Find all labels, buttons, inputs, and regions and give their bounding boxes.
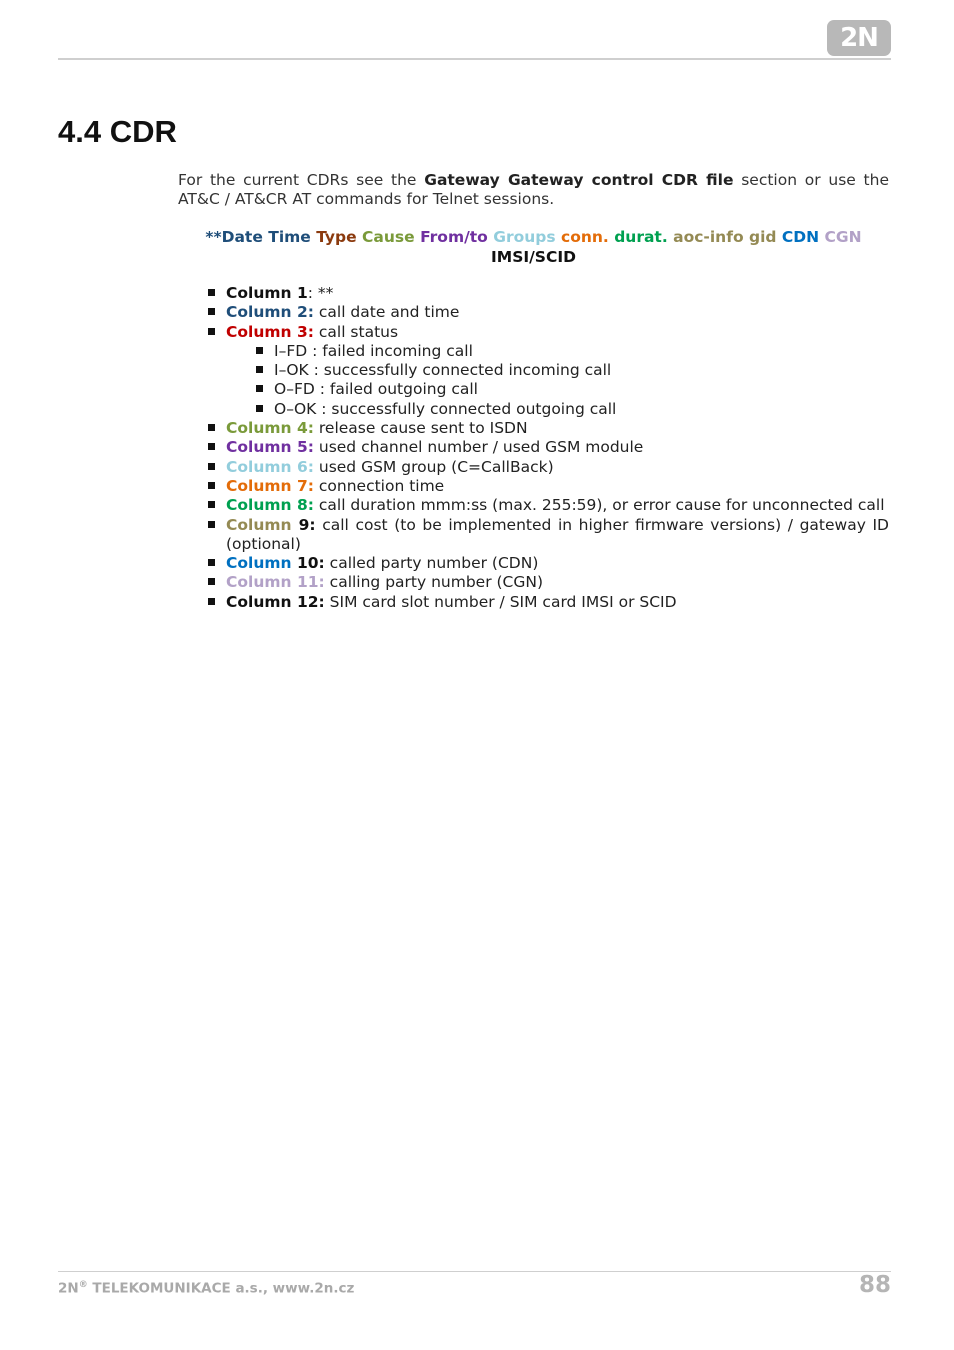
cdr-format-line [178, 227, 889, 267]
format-field: From/to [420, 228, 494, 246]
column-description: release cause sent to ISDN [318, 419, 528, 438]
intro-text-2: section or use the AT&C / AT&CR AT commands for Telnet sessions. [178, 171, 889, 208]
format-field: Type [316, 228, 363, 246]
column-description: call duration mmm:ss (max. 255:59), or error cause for unconnected call [318, 496, 885, 515]
column-item [226, 554, 889, 573]
footer-registered-mark: ® [78, 1280, 88, 1290]
intro-menu-path: Gateway Gateway control CDR file [424, 171, 734, 189]
column-item [226, 438, 889, 457]
column-item [226, 477, 889, 496]
status-item: I–OK : successfully connected incoming call [274, 361, 889, 380]
column-description: SIM card slot number / SIM card IMSI or SCID [329, 592, 677, 611]
column-label: Column 4: [226, 419, 314, 438]
column-label: Column 7: [226, 476, 314, 495]
footer-brand: 2N [58, 1280, 79, 1297]
status-item: O–FD : failed outgoing call [274, 380, 889, 399]
column-description: call cost (to be implemented in higher firmware versions) / gateway ID (optional) [226, 515, 889, 553]
column-label: Column 11: [226, 573, 325, 592]
format-field: Cause [362, 228, 421, 246]
column-label: Column 1 [226, 284, 308, 302]
column-label: Column 6: [226, 457, 314, 476]
intro-paragraph [178, 171, 889, 209]
column-item [226, 284, 889, 303]
format-field: IMSI/SCID [491, 248, 576, 266]
status-sublist [226, 342, 889, 419]
column-number: 9: [291, 515, 316, 534]
column-label: Column 12: [226, 592, 325, 611]
column-label: Column 5: [226, 438, 314, 457]
column-description: used GSM group (C=CallBack) [318, 457, 554, 476]
column-label: Column [226, 515, 292, 534]
column-label: Column 2: [226, 303, 314, 322]
page-number: 88 [858, 1272, 891, 1298]
format-field: Groups [493, 228, 561, 246]
column-item [226, 458, 889, 477]
column-list [226, 284, 889, 612]
column-item [226, 516, 889, 555]
footer-divider [58, 1271, 891, 1272]
intro-text-1: For the current CDRs see the [178, 171, 425, 189]
2n-logo: 2N [827, 20, 891, 56]
column-description: ** [317, 284, 334, 302]
format-field: durat. [614, 228, 674, 246]
column-description: connection time [318, 476, 445, 495]
column-label: Column 8: [226, 496, 314, 515]
column-description: called party number (CDN) [329, 554, 539, 573]
column-item [226, 323, 889, 419]
status-item: O–OK : successfully connected outgoing call [274, 400, 889, 419]
footer-company-text: TELEKOMUNIKACE a.s., www.2n.cz [87, 1280, 355, 1297]
column-item [226, 593, 889, 612]
column-separator: : [307, 284, 318, 302]
column-description: used channel number / used GSM module [318, 438, 644, 457]
status-item: I–FD : failed incoming call [274, 342, 889, 361]
column-description: call status [318, 322, 399, 341]
column-item [226, 419, 889, 438]
format-field: CDN [781, 228, 825, 246]
column-item [226, 573, 889, 592]
column-description: calling party number (CGN) [329, 573, 544, 592]
column-label: Column [226, 554, 292, 573]
column-item [226, 496, 889, 515]
format-field: aoc-info gid [673, 228, 782, 246]
column-item [226, 303, 889, 322]
format-field: conn. [561, 228, 615, 246]
column-number: 10: [291, 554, 325, 573]
section-title: 4.4 CDR [58, 114, 177, 149]
format-field: **Date Time [205, 228, 317, 246]
column-description: call date and time [318, 303, 460, 322]
footer-company [58, 1280, 354, 1297]
header-divider [58, 58, 891, 60]
format-field: CGN [824, 228, 862, 246]
column-label: Column 3: [226, 322, 314, 341]
